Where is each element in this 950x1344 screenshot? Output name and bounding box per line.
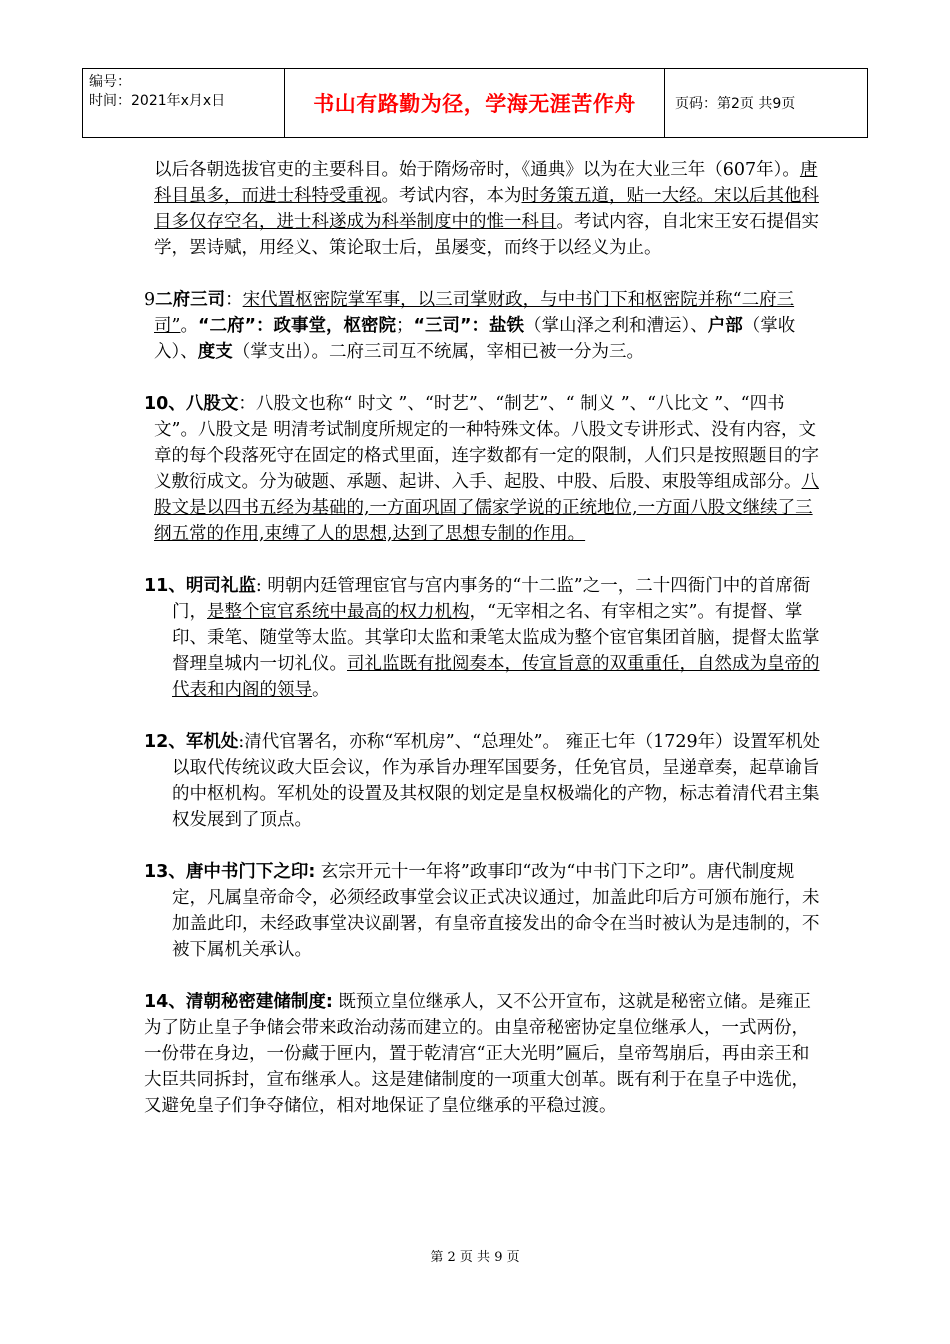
p8-underlined-2: 时务策五道，贴一大经。宋以后其他科目多仅存空名，进士科遂成为科举制度中的惟一科目 bbox=[154, 186, 819, 232]
p9-text-2: 。 bbox=[180, 316, 198, 336]
p9-number: 9 bbox=[144, 290, 156, 310]
paragraph-10 bbox=[144, 391, 824, 547]
paragraph-11 bbox=[144, 573, 824, 703]
page-footer: 第 2 页 共 9 页 bbox=[430, 1250, 520, 1265]
p14-text-1: 既预立皇位继承人，又不公开宣布，这就是秘密立储。是雍正为了防止皇子争储会带来政治动荡而建立的。由皇帝秘密协定皇位继承人，一式两份，一份带在身边，一份藏于匣内，置于乾清宫“正大光明”匾后，皇帝驾崩后，再由亲王和大臣共同拆封，宣布继承人。这是建储制度的一项重大创革。既有利于在皇子中选优，又避免皇子们争夺储位，相对地保证了皇位继承的平稳过渡。 bbox=[144, 992, 811, 1116]
p9-bold-hubu: 户部 bbox=[707, 316, 743, 336]
header-meta bbox=[83, 69, 285, 137]
header-number-label: 编号： bbox=[89, 74, 131, 90]
p9-colon: ： bbox=[225, 290, 243, 310]
p9-bold-erfu: “二府”：政事堂，枢密院 bbox=[197, 316, 396, 336]
p9-bold-duzhi: 度支 bbox=[197, 342, 233, 362]
p9-text-8: （掌收入）、 bbox=[154, 316, 796, 362]
p13-term: 13、唐中书门下之印: bbox=[144, 862, 316, 882]
p8-text-2: 。考试内容，本为 bbox=[381, 186, 522, 206]
p10-text-1: ：八股文也称“ 时文 ”、“时艺”、“制艺”、“ 制义 ”、“八比文 ”、“四书文”。八股文是 明清考试制度所规定的一种特殊文体。八股文专讲形式、没有内容，文章的每个段落死守在固定的格式里面，连字数都有一定的限制，人们只是按照题目的字义敷衍成文。分为破题、承题、起讲、入手、起股、中股、后股、束股等组成部分。 bbox=[154, 394, 819, 492]
p11-underlined-2: 司礼监既有批阅奏本，传宣旨意的双重重任，自然成为皇帝的代表和内阁的领导 bbox=[172, 654, 820, 700]
p9-text-6: （掌山泽之利和漕运）、 bbox=[523, 316, 708, 336]
paragraph-9 bbox=[144, 287, 824, 365]
p9-text-10: （掌支出）。二府三司互不统属，宰相已被一分为三。 bbox=[232, 342, 644, 362]
p9-term: 二府三司 bbox=[155, 290, 226, 310]
header-time-label: 时间：2021年x月x日 bbox=[89, 93, 226, 109]
p9-bold-sansi: “三司”：盐铁 bbox=[413, 316, 524, 336]
p12-term: 12、军机处 bbox=[144, 732, 239, 752]
p12-text-1: :清代官署名，亦称“军机房”、“总理处”。 雍正七年（1729年）设置军机处以取代传统议政大臣会议，作为承旨办理军国要务，任免官员，呈递章奏，起草谕旨的中枢机构。军机处的设置及其权限的划定是皇权极端化的产物，标志着清代君主集权发展到了顶点。 bbox=[172, 732, 821, 830]
p10-underlined: 八股文是以四书五经为基础的,一方面巩固了儒家学说的正统地位,一方面八股文继续了三纲五常的作用,束缚了人的思想,达到了思想专制的作用。 bbox=[154, 472, 819, 544]
p11-text-5: 。 bbox=[312, 680, 330, 700]
p10-term: 10、八股文 bbox=[144, 394, 239, 414]
page-header bbox=[82, 68, 868, 138]
p14-term: 14、清朝秘密建储制度: bbox=[144, 992, 333, 1012]
p11-underlined-1: 是整个宦官系统中最高的权力机构 bbox=[207, 602, 470, 622]
paragraph-8-continued bbox=[144, 157, 824, 261]
header-page-info: 页码：第2页 共9页 bbox=[675, 96, 796, 112]
p8-text-3: 。考试内容，自北宋王安石提倡实学，罢诗赋，用经义、策论取士后，虽屡变，而终于以经义为止。 bbox=[154, 212, 819, 258]
p11-term: 11、明司礼监 bbox=[144, 576, 256, 596]
paragraph-12 bbox=[144, 729, 824, 833]
p11-text-3: ，“无宰相之名、有宰相之实”。有提督、掌印、秉笔、随堂等太监。其掌印太监和秉笔太监成为整个宦官集团首脑，提督太监掌督理皇城内一切礼仪。 bbox=[172, 602, 820, 674]
p9-underlined-1: 宋代置枢密院掌军事，以三司掌财政，与中书门下和枢密院并称“二府三司” bbox=[154, 290, 795, 336]
p8-text-1: 以后各朝选拔官吏的主要科目。始于隋炀帝时，《通典》以为在大业三年（607年）。 bbox=[154, 160, 800, 180]
header-motto: 书山有路勤为径，学海无涯苦作舟 bbox=[285, 69, 665, 137]
p8-underlined-1: 唐科目虽多，而进士科特受重视 bbox=[154, 160, 818, 206]
p9-text-4: ； bbox=[395, 316, 414, 336]
paragraph-13 bbox=[144, 859, 824, 963]
paragraph-14 bbox=[144, 989, 824, 1119]
document-body bbox=[144, 157, 824, 1145]
p13-text-1: 玄宗开元十一年将”政事印“改为“中书门下之印”。唐代制度规定，凡属皇帝命令，必须经政事堂会议正式决议通过，加盖此印后方可颁布施行，未加盖此印，未经政事堂决议副署，有皇帝直接发出的命令在当时被认为是违制的，不被下属机关承认。 bbox=[172, 862, 820, 960]
p11-text-1: : 明朝内廷管理宦官与宫内事务的“十二监”之一，二十四衙门中的首席衙门， bbox=[172, 576, 811, 622]
